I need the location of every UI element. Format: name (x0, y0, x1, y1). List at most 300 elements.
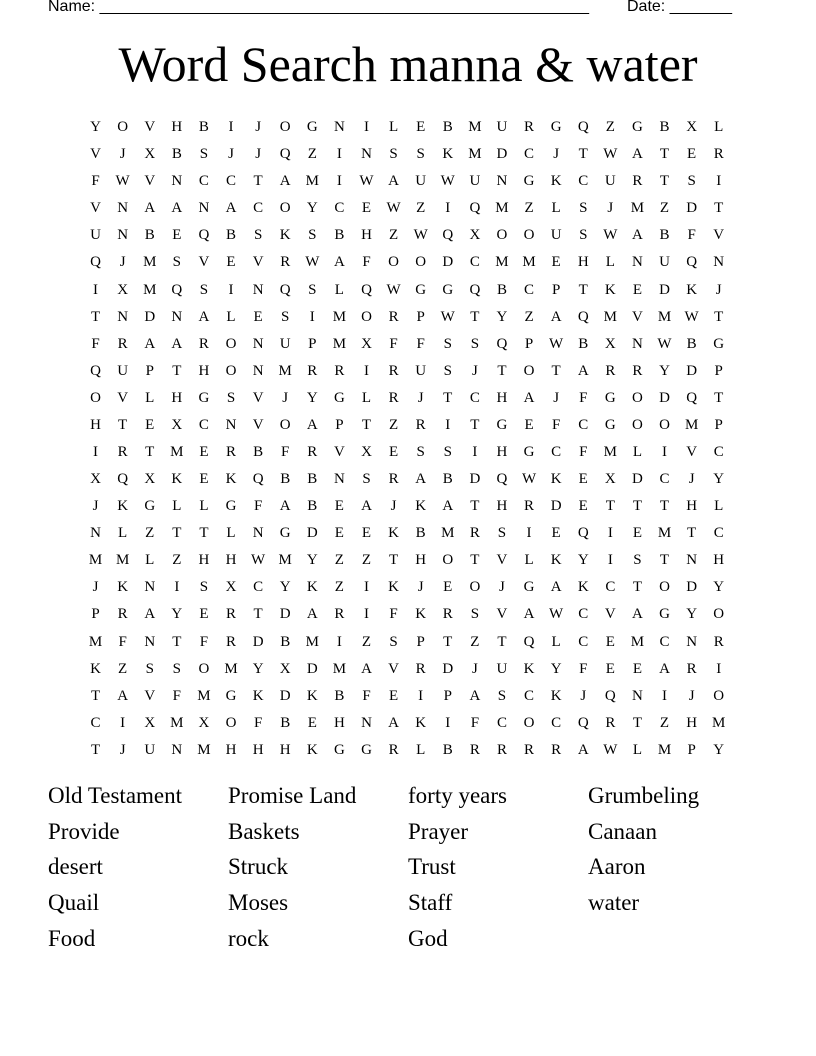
grid-letter: H (333, 714, 345, 731)
grid-letter: E (605, 633, 615, 650)
grid-letter: T (659, 498, 670, 515)
grid-letter: S (687, 173, 696, 190)
grid-letter: M (657, 308, 672, 325)
grid-letter: L (416, 741, 426, 758)
grid-letter: T (172, 525, 182, 542)
word-search-grid (82, 114, 732, 764)
grid-letter: T (632, 579, 642, 596)
grid-letter: H (577, 254, 589, 271)
word-list (48, 780, 768, 958)
grid-letter: E (687, 146, 697, 163)
grid-letter: M (712, 714, 726, 731)
grid-letter: K (279, 227, 291, 244)
name-field-label: Name: _______________________________________________________ (48, 0, 589, 15)
grid-letter: S (389, 633, 398, 650)
grid-letter: A (144, 606, 156, 623)
grid-letter: T (90, 308, 101, 325)
grid-letter: T (578, 146, 588, 163)
grid-letter: O (523, 362, 535, 379)
grid-letter: F (253, 498, 263, 515)
grid-letter: R (388, 741, 399, 758)
grid-letter: H (686, 498, 698, 515)
grid-letter: T (443, 633, 453, 650)
grid-letter: A (361, 660, 372, 677)
grid-letter: P (524, 335, 534, 352)
grid-letter: C (659, 471, 670, 488)
grid-letter: X (144, 714, 156, 731)
grid-letter: B (144, 227, 155, 244)
grid-letter: H (225, 741, 237, 758)
grid-letter: J (228, 146, 234, 163)
grid-letter: E (172, 227, 182, 244)
grid-letter: E (253, 308, 263, 325)
grid-letter: S (389, 146, 398, 163)
grid-letter: C (334, 200, 345, 217)
grid-letter: B (578, 335, 589, 352)
grid-letter: O (361, 308, 372, 325)
grid-letter: Q (252, 471, 264, 488)
grid-letter: A (442, 498, 454, 515)
grid-letter: Q (577, 525, 589, 542)
grid-letter: Y (577, 552, 589, 569)
grid-letter: B (171, 146, 182, 163)
grid-letter: U (144, 741, 156, 758)
grid-letter: J (92, 498, 99, 515)
grid-letter: T (253, 173, 263, 190)
grid-letter: I (607, 525, 613, 542)
grid-letter: W (413, 227, 428, 244)
grid-letter: M (143, 254, 157, 271)
grid-letter: M (332, 308, 347, 325)
grid-letter: O (279, 200, 291, 217)
grid-letter: K (523, 660, 535, 677)
grid-letter: F (91, 173, 100, 190)
grid-letter: R (117, 335, 128, 352)
grid-letter: C (524, 281, 535, 298)
grid-letter: D (550, 498, 562, 515)
grid-letter: S (633, 552, 642, 569)
grid-letter: R (551, 741, 562, 758)
grid-letter: S (281, 308, 290, 325)
grid-letter: R (524, 741, 535, 758)
grid-letter: K (577, 579, 589, 596)
grid-letter: I (309, 308, 315, 325)
grid-letter: G (523, 173, 535, 190)
grid-letter: A (550, 308, 562, 325)
grid-letter: J (580, 687, 587, 704)
grid-letter: T (199, 525, 209, 542)
grid-letter: B (659, 119, 670, 136)
grid-letter: N (144, 633, 156, 650)
grid-letter: K (550, 471, 562, 488)
grid-letter: V (144, 687, 156, 704)
grid-letter: U (604, 173, 616, 190)
grid-letter: X (117, 281, 129, 298)
grid-letter: R (117, 606, 128, 623)
grid-letter: X (144, 471, 156, 488)
grid-letter: B (334, 227, 345, 244)
grid-letter: K (550, 552, 562, 569)
grid-letter: B (686, 335, 697, 352)
grid-letter: L (361, 389, 372, 406)
grid-letter: W (386, 200, 401, 217)
grid-letter: Z (524, 200, 534, 217)
grid-letter: A (171, 200, 183, 217)
grid-letter: V (388, 660, 399, 677)
grid-letter: C (469, 254, 480, 271)
grid-letter: K (306, 741, 318, 758)
grid-letter: E (524, 416, 534, 433)
grid-letter: O (279, 416, 291, 433)
grid-letter: N (333, 471, 345, 488)
grid-letter: Z (145, 525, 155, 542)
grid-letter: G (225, 687, 237, 704)
grid-letter: Y (306, 389, 318, 406)
grid-letter: W (440, 308, 455, 325)
grid-letter: N (117, 308, 129, 325)
grid-letter: Q (442, 227, 454, 244)
grid-letter: O (225, 714, 237, 731)
word-list-item: Trust (408, 854, 456, 880)
grid-letter: R (605, 362, 616, 379)
grid-letter: W (603, 146, 618, 163)
grid-letter: A (333, 254, 345, 271)
grid-letter: E (605, 660, 615, 677)
grid-letter: B (226, 227, 237, 244)
grid-letter: T (632, 714, 642, 731)
grid-letter: H (496, 498, 508, 515)
grid-letter: N (144, 579, 156, 596)
grid-letter: V (252, 254, 264, 271)
grid-letter: G (333, 741, 345, 758)
grid-letter: A (144, 335, 156, 352)
grid-letter: G (225, 498, 237, 515)
grid-letter: J (553, 389, 560, 406)
grid-letter: G (198, 389, 210, 406)
grid-letter: N (225, 416, 237, 433)
grid-letter: Y (279, 579, 291, 596)
grid-letter: G (144, 498, 156, 515)
grid-letter: S (172, 254, 181, 271)
grid-letter: Z (388, 227, 399, 244)
grid-letter: O (713, 687, 725, 704)
grid-letter: M (88, 633, 103, 650)
grid-letter: E (551, 525, 561, 542)
grid-letter: L (551, 633, 561, 650)
grid-letter: Y (686, 606, 698, 623)
grid-letter: K (415, 606, 427, 623)
grid-letter: Y (713, 471, 725, 488)
grid-letter: N (632, 254, 643, 271)
grid-letter: W (305, 254, 320, 271)
grid-letter: O (279, 119, 291, 136)
grid-letter: U (496, 119, 508, 136)
grid-letter: H (496, 389, 508, 406)
grid-letter: N (117, 227, 129, 244)
grid-letter: L (334, 281, 344, 298)
grid-letter: O (117, 119, 129, 136)
grid-letter: P (145, 362, 154, 379)
grid-letter: I (418, 687, 424, 704)
grid-letter: Q (90, 254, 101, 271)
grid-letter: M (197, 687, 211, 704)
grid-letter: E (307, 714, 317, 731)
grid-letter: A (523, 389, 535, 406)
grid-letter: S (226, 389, 236, 406)
grid-letter: I (662, 443, 668, 460)
grid-letter: L (226, 525, 236, 542)
grid-letter: O (659, 416, 670, 433)
page-title: Word Search manna & water (118, 36, 698, 92)
grid-letter: E (632, 281, 642, 298)
grid-letter: W (549, 335, 564, 352)
grid-letter: R (415, 660, 426, 677)
word-list-item: God (408, 925, 448, 951)
grid-letter: G (604, 389, 616, 406)
grid-letter: J (553, 146, 560, 163)
grid-letter: Z (334, 579, 344, 596)
grid-letter: R (334, 606, 345, 623)
grid-letter: J (499, 579, 505, 596)
grid-letter: C (253, 579, 264, 596)
grid-letter: V (90, 146, 101, 163)
grid-letter: R (686, 660, 697, 677)
grid-letter: C (524, 687, 535, 704)
grid-letter: T (470, 552, 480, 569)
grid-letter: Y (252, 660, 264, 677)
grid-letter: L (632, 741, 642, 758)
grid-letter: E (388, 687, 399, 704)
grid-letter: M (657, 741, 672, 758)
grid-letter: D (686, 362, 698, 379)
word-list-item: Staff (408, 890, 453, 916)
grid-letter: P (308, 335, 317, 352)
grid-letter: X (90, 471, 101, 488)
grid-letter: I (93, 443, 99, 460)
grid-letter: D (144, 308, 156, 325)
grid-letter: O (225, 335, 237, 352)
grid-letter: Z (118, 660, 128, 677)
grid-letter: U (90, 227, 101, 244)
grid-letter: S (443, 362, 452, 379)
grid-letter: E (443, 579, 453, 596)
grid-letter: Q (469, 200, 481, 217)
grid-letter: I (336, 146, 342, 163)
grid-letter: B (415, 525, 426, 542)
grid-letter: V (496, 552, 508, 569)
grid-letter: S (172, 660, 181, 677)
grid-letter: V (252, 389, 264, 406)
grid-letter: R (280, 254, 291, 271)
grid-letter: X (361, 443, 372, 460)
grid-letter: R (605, 714, 616, 731)
grid-letter: Q (279, 146, 291, 163)
grid-letter: F (579, 389, 588, 406)
grid-letter: L (632, 443, 642, 460)
grid-letter: T (90, 687, 101, 704)
grid-letter: J (119, 146, 126, 163)
grid-letter: R (334, 362, 345, 379)
grid-letter: R (632, 173, 643, 190)
grid-letter: I (607, 552, 613, 569)
grid-letter: S (443, 443, 452, 460)
grid-letter: W (684, 308, 699, 325)
grid-letter: A (361, 498, 372, 515)
grid-letter: I (445, 200, 451, 217)
grid-letter: F (281, 443, 290, 460)
grid-letter: J (255, 146, 262, 163)
grid-letter: H (415, 552, 427, 569)
word-list-item: Baskets (228, 818, 300, 844)
grid-letter: F (118, 633, 127, 650)
grid-letter: K (117, 498, 129, 515)
grid-letter: R (713, 633, 724, 650)
grid-letter: P (443, 687, 452, 704)
grid-letter: R (469, 525, 480, 542)
grid-letter: N (713, 254, 725, 271)
grid-letter: M (468, 119, 482, 136)
grid-letter: I (662, 687, 668, 704)
grid-letter: A (632, 227, 643, 244)
date-field-label: Date: _______ (627, 0, 732, 15)
word-list-item: Old Testament (48, 783, 183, 808)
grid-letter: N (117, 200, 129, 217)
grid-letter: X (144, 146, 156, 163)
grid-letter: Z (361, 552, 372, 569)
grid-letter: I (228, 119, 234, 136)
grid-letter: C (198, 416, 209, 433)
grid-letter: I (363, 362, 369, 379)
grid-letter: K (388, 525, 399, 542)
grid-letter: O (442, 552, 454, 569)
grid-letter: M (115, 552, 130, 569)
grid-letter: A (577, 362, 589, 379)
word-list-item: desert (48, 854, 103, 880)
grid-letter: K (225, 471, 237, 488)
grid-letter: S (308, 227, 317, 244)
grid-letter: A (415, 471, 427, 488)
grid-letter: S (470, 606, 480, 623)
header-line (48, 0, 748, 20)
grid-letter: R (496, 741, 507, 758)
grid-letter: W (115, 173, 130, 190)
grid-letter: D (279, 606, 291, 623)
grid-letter: F (687, 227, 696, 244)
grid-letter: O (469, 579, 481, 596)
grid-letter: W (603, 741, 618, 758)
grid-letter: D (659, 281, 670, 298)
grid-letter: I (716, 173, 722, 190)
grid-letter: O (632, 389, 643, 406)
grid-letter: U (117, 362, 129, 379)
grid-letter: A (659, 660, 670, 677)
grid-letter: H (686, 714, 698, 731)
grid-letter: T (361, 416, 372, 433)
grid-letter: Q (496, 335, 508, 352)
grid-letter: L (388, 119, 399, 136)
grid-letter: R (226, 606, 237, 623)
grid-letter: X (198, 714, 210, 731)
grid-letter: E (145, 416, 155, 433)
grid-letter: N (171, 308, 183, 325)
grid-letter: B (442, 119, 453, 136)
grid-letter: Q (577, 308, 589, 325)
grid-letter: M (603, 443, 617, 460)
grid-letter: L (551, 200, 561, 217)
grid-letter: E (334, 498, 344, 515)
grid-letter: M (332, 335, 347, 352)
grid-letter: Z (361, 633, 372, 650)
grid-letter: H (252, 741, 264, 758)
grid-letter: N (90, 525, 101, 542)
grid-letter: U (496, 660, 508, 677)
grid-letter: E (199, 471, 209, 488)
grid-letter: T (443, 389, 453, 406)
grid-letter: F (416, 335, 425, 352)
grid-letter: M (522, 254, 536, 271)
grid-letter: W (549, 606, 564, 623)
grid-letter: I (363, 579, 369, 596)
grid-letter: M (657, 525, 672, 542)
grid-letter: O (496, 227, 508, 244)
grid-letter: R (198, 335, 209, 352)
grid-letter: D (442, 254, 454, 271)
grid-letter: O (523, 714, 535, 731)
grid-letter: A (279, 498, 291, 515)
grid-letter: Y (171, 606, 183, 623)
grid-letter: Y (90, 119, 101, 136)
grid-letter: H (171, 389, 183, 406)
grid-letter: C (551, 443, 562, 460)
grid-letter: V (713, 227, 725, 244)
grid-letter: A (577, 741, 589, 758)
grid-letter: Y (306, 552, 318, 569)
grid-letter: C (469, 389, 480, 406)
grid-letter: D (686, 200, 698, 217)
grid-letter: T (145, 443, 155, 460)
grid-letter: K (415, 498, 427, 515)
grid-letter: Y (713, 579, 725, 596)
grid-letter: F (253, 714, 263, 731)
grid-letter: F (389, 335, 398, 352)
grid-letter: V (604, 606, 616, 623)
grid-letter: U (415, 173, 427, 190)
grid-letter: G (523, 443, 535, 460)
grid-letter: Y (659, 362, 670, 379)
grid-letter: K (550, 173, 562, 190)
grid-letter: J (119, 741, 126, 758)
word-list-item: Grumbeling (588, 783, 700, 808)
grid-letter: V (144, 119, 156, 136)
grid-letter: T (551, 362, 561, 379)
grid-letter: T (470, 416, 480, 433)
grid-letter: R (388, 389, 399, 406)
grid-letter: Q (686, 254, 698, 271)
grid-letter: F (362, 687, 371, 704)
grid-letter: K (388, 579, 399, 596)
grid-letter: Z (388, 416, 399, 433)
grid-letter: F (389, 606, 398, 623)
grid-letter: Q (496, 471, 508, 488)
grid-letter: A (225, 200, 237, 217)
grid-letter: R (388, 362, 399, 379)
grid-letter: M (441, 525, 455, 542)
grid-letter: C (578, 173, 589, 190)
grid-letter: X (171, 416, 183, 433)
grid-letter: I (445, 714, 451, 731)
grid-letter: B (659, 227, 670, 244)
grid-letter: O (225, 362, 237, 379)
